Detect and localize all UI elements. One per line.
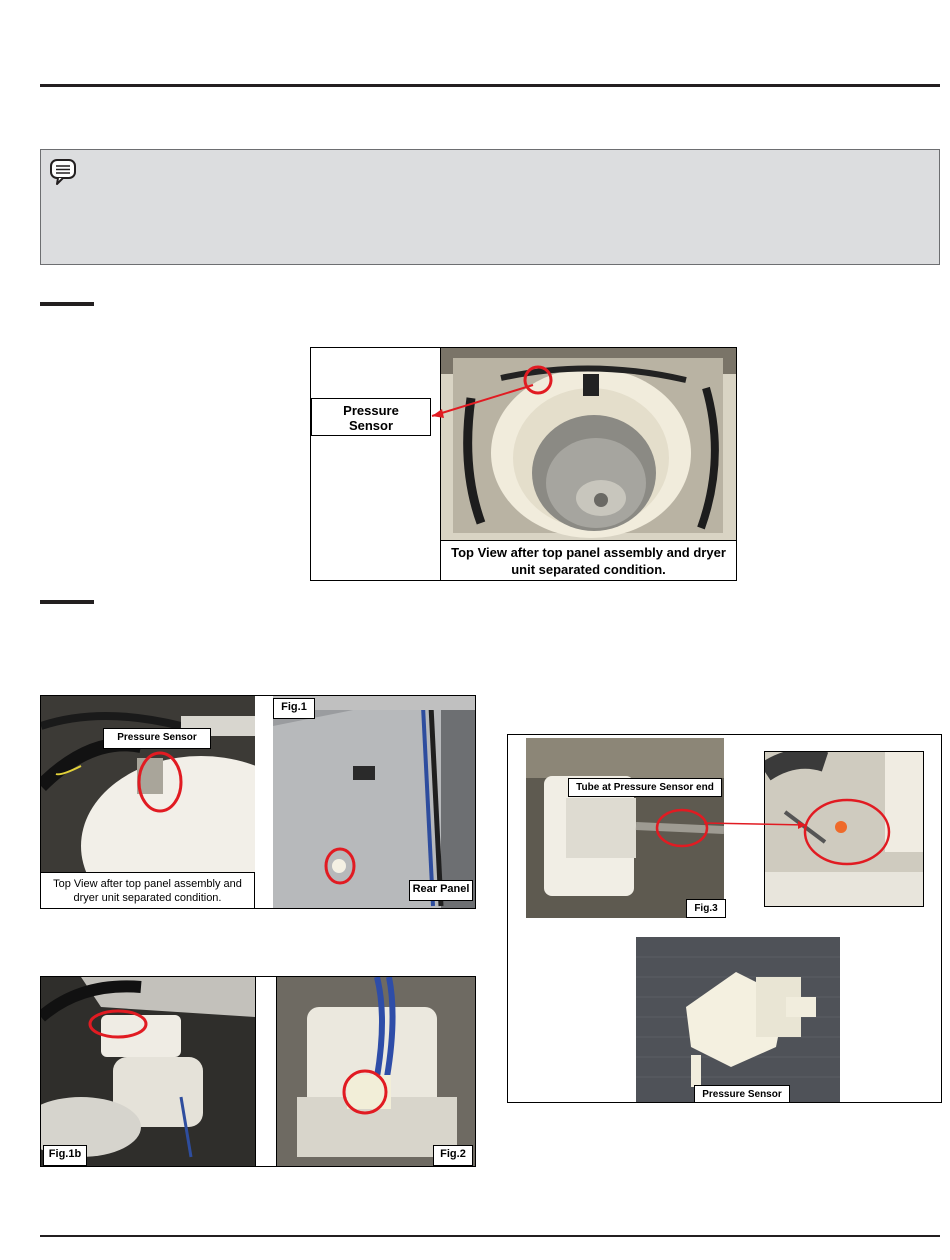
pressure-sensor-callout: Pressure Sensor [311,398,431,436]
figure-right [507,734,942,1103]
figure-left-bottom [40,976,476,1167]
top-view-caption: Top View after top panel assembly and dryer unit separated condition. [441,540,736,580]
pressure-sensor-label: Pressure Sensor [103,728,211,749]
note-box [40,149,940,265]
rear-panel-photo [273,696,475,908]
top-view-photo-small [41,696,255,872]
top-view-caption-small: Top View after top panel assembly and dryer unit separated condition. [41,872,255,908]
rear-panel-label: Rear Panel [409,880,473,901]
fig1-label: Fig.1 [273,698,315,719]
figure-top-view [310,347,737,581]
tube-label: Tube at Pressure Sensor end [568,778,722,797]
header-rule [40,84,940,87]
section-marker-2 [40,600,94,604]
fig1b-label: Fig.1b [43,1145,87,1166]
pressure-sensor-caption: Pressure Sensor [694,1085,790,1103]
section-marker-1 [40,302,94,306]
connector-photo-b [277,977,475,1166]
note-icon [49,158,79,186]
fig2-label: Fig.2 [433,1145,473,1166]
footer-rule [40,1235,940,1237]
connector-photo-a [41,977,255,1166]
fig3-label: Fig.3 [686,899,726,918]
pressure-sensor-photo [636,937,840,1102]
figure-left-top [40,695,476,909]
